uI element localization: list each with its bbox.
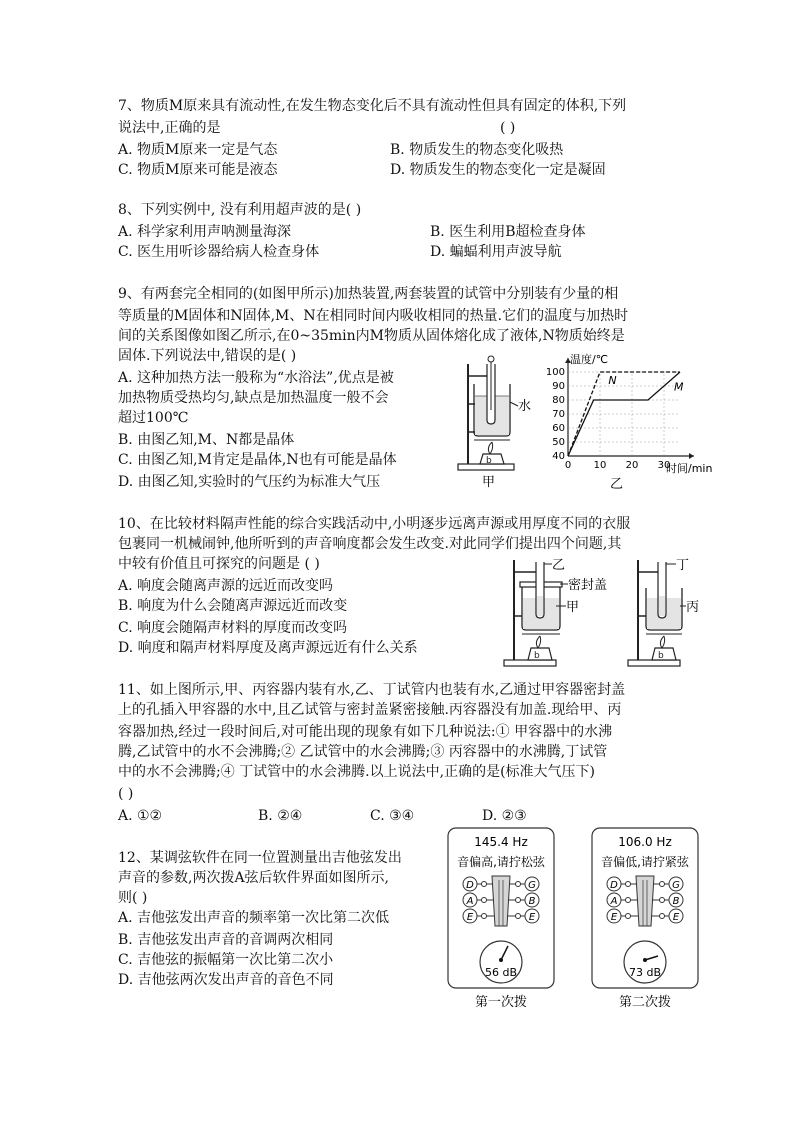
q12-option-b: B. 吉他弦发出声音的音调两次相同 <box>118 932 334 948</box>
q12-stem-line1: 12、某调弦软件在同一位置测量出吉他弦发出 <box>118 850 402 866</box>
y-axis-label: 温度/℃ <box>570 353 609 366</box>
y-tick-label: 90 <box>552 381 565 392</box>
q12-stem-line3: 则( ) <box>118 890 148 906</box>
q9-temperature-chart <box>540 352 713 492</box>
q12-tuner1-frequency: 145.4 Hz <box>474 835 528 849</box>
q11-stem-line5: 中的水不会沸腾;④ 丁试管中的水会沸腾.以上说法中,正确的是(标准大气压下) <box>118 764 595 780</box>
x-tick-label: 10 <box>593 460 607 471</box>
series-label-M: M <box>674 380 684 394</box>
x-tick-label: 0 <box>564 460 572 471</box>
q8-option-c: C. 医生用听诊器给病人检查身体 <box>118 244 320 260</box>
q9-stem-line2: 等质量的M固体和N固体,M、N在相同时间内吸收相同的热量.它们的温度与加热时 <box>118 308 629 324</box>
q12-tuner1-peg-left-2: A <box>466 896 474 907</box>
q11-option-c: C. ③④ <box>370 808 415 824</box>
q10-stem-line3: 中较有价值且可探究的问题是 ( ) <box>118 556 320 572</box>
x-axis-label: 时间/min <box>666 462 713 475</box>
q11-option-a: A. ①② <box>118 808 163 824</box>
q7-stem-line2: 说法中,正确的是 <box>118 120 221 136</box>
q11-answer-paren: ( ) <box>118 786 134 802</box>
q10-sealed-apparatus-figure <box>500 558 630 670</box>
q12-tuner2-message: 音偏低,请拧紧弦 <box>601 855 689 869</box>
q7-option-b: B. 物质发生的物态变化吸热 <box>390 142 564 158</box>
q11-option-d: D. ②③ <box>482 808 527 824</box>
svg-text:b: b <box>534 651 540 661</box>
q12-option-c: C. 吉他弦的振幅第一次比第二次小 <box>118 952 334 968</box>
q10-option-b: B. 响度为什么会随离声源远近而改变 <box>118 598 348 614</box>
q12-tuner1-db: 56 dB <box>484 966 518 979</box>
q12-tuner2-peg-right-2: B <box>672 896 680 907</box>
q10-option-c: C. 响度会随隔声材料的厚度而改变吗 <box>118 620 348 636</box>
series-label-N: N <box>608 374 617 387</box>
q8-option-d: D. 蝙蝠利用声波导航 <box>430 244 562 260</box>
q10-open-apparatus-figure <box>626 558 706 670</box>
q9-stem-line1: 9、有两套完全相同的(如图甲所示)加热装置,两套装置的试管中分别装有少量的相 <box>118 286 619 302</box>
q12-option-a: A. 吉他弦发出声音的频率第一次比第二次低 <box>118 910 390 926</box>
x-tick-label: 30 <box>657 460 671 471</box>
y-tick-label: 70 <box>552 409 565 420</box>
y-tick-label: 60 <box>552 423 565 434</box>
q10-option-d: D. 响度和隔声材料厚度及离声源远近有什么关系 <box>118 640 418 656</box>
q12-tuner2-caption: 第二次拨 <box>618 995 672 1010</box>
q8-option-b: B. 医生利用B超检查身体 <box>430 224 586 240</box>
q9-stem-line3: 间的关系图像如图乙所示,在0~35min内M物质从固体熔化成了液体,N物质始终是 <box>118 328 625 344</box>
x-tick-label: 20 <box>625 460 639 471</box>
q8-stem: 8、下列实例中, 没有利用超声波的是( ) <box>118 202 362 218</box>
q10-label-bing: 丙 <box>686 600 700 615</box>
q7-option-d: D. 物质发生的物态变化一定是凝固 <box>390 162 606 178</box>
q12-tuner1-peg-right-2: B <box>528 896 536 907</box>
q7-option-c: C. 物质M原来可能是液态 <box>118 162 278 178</box>
q11-option-b: B. ②④ <box>258 808 303 824</box>
q9-option-c: C. 由图乙知,M肯定是晶体,N也有可能是晶体 <box>118 452 397 468</box>
q8-option-a: A. 科学家利用声呐测量海深 <box>118 224 292 240</box>
q9-water-bath-figure <box>456 356 536 492</box>
q9-water-label: 水 <box>518 399 532 414</box>
y-tick-label: 50 <box>552 437 565 448</box>
q12-stem-line2: 声音的参数,两次拨A弦后软件界面如图所示, <box>118 870 390 886</box>
q11-stem-line3: 容器加热,经过一段时间后,对可能出现的现象有如下几种说法:① 甲容器中的水沸 <box>118 724 613 740</box>
svg-text:b: b <box>486 456 492 466</box>
y-tick-label: 40 <box>552 451 565 462</box>
q10-stem-line1: 10、在比较材料隔声性能的综合实践活动中,小明逐步远离声源或用厚度不同的衣服 <box>118 516 631 532</box>
q12-tuner2-peg-right-3: E <box>672 912 680 923</box>
q11-stem-line2: 上的孔插入甲容器的水中,且乙试管与密封盖紧密接触.丙容器没有加盖.现给甲、丙 <box>118 702 622 718</box>
q11-stem-line4: 腾,乙试管中的水不会沸腾;② 乙试管中的水会沸腾;③ 丙容器中的水沸腾,丁试管 <box>118 744 608 760</box>
q12-tuner1-message: 音偏高,请拧松弦 <box>457 855 545 869</box>
q12-tuner2-db: 73 dB <box>628 966 662 979</box>
q9-stem-line4: 固体.下列说法中,错误的是( ) <box>118 348 297 364</box>
x-axis-arrow-icon <box>689 453 694 459</box>
q9-figure-jia-label: 甲 <box>482 475 496 490</box>
q10-label-jia: 甲 <box>566 600 580 615</box>
q9-option-a-line2: 加热物质受热均匀,缺点是加热温度一般不会 <box>118 390 389 406</box>
q10-label-yi: 乙 <box>552 558 566 573</box>
q10-label-ding: 丁 <box>676 558 690 573</box>
svg-text:b: b <box>658 651 664 661</box>
q7-option-a: A. 物质M原来一定是气态 <box>118 142 278 158</box>
q12-tuner1-peg-right-3: E <box>528 912 536 923</box>
q11-stem-line1: 11、如上图所示,甲、丙容器内装有水,乙、丁试管内也装有水,乙通过甲容器密封盖 <box>118 682 626 698</box>
q9-option-b: B. 由图乙知,M、N都是晶体 <box>118 432 295 448</box>
q7-stem-line1: 7、物质M原来具有流动性,在发生物态变化后不具有流动性但具有固定的体积,下列 <box>118 98 627 114</box>
q12-tuner2-peg-left-1: D <box>610 880 618 891</box>
q12-tuner2-frequency: 106.0 Hz <box>618 835 672 849</box>
q12-tuner1-peg-left-1: D <box>466 880 474 891</box>
q12-tuner1-peg-right-1: G <box>528 880 536 891</box>
y-tick-label: 80 <box>552 395 565 406</box>
q10-stem-line2: 包裹同一机械闹钟,他所听到的声音响度都会发生改变.对此同学们提出四个问题,其 <box>118 536 622 552</box>
q12-tuner-panel-first <box>446 826 558 1016</box>
q12-tuner2-peg-left-3: E <box>610 912 618 923</box>
q10-label-seal: 密封盖 <box>568 578 608 593</box>
q10-option-a: A. 响度会随离声源的远近而改变吗 <box>118 578 334 594</box>
q12-tuner2-peg-left-2: A <box>610 896 618 907</box>
q9-option-d: D. 由图乙知,实验时的气压约为标准大气压 <box>118 474 381 490</box>
q12-tuner1-caption: 第一次拨 <box>474 995 528 1010</box>
q9-option-a-line1: A. 这种加热方法一般称为“水浴法”,优点是被 <box>118 370 394 386</box>
q12-tuner1-peg-left-3: E <box>466 912 474 923</box>
q12-tuner2-peg-right-1: G <box>672 880 680 891</box>
q9-option-a-line3: 超过100℃ <box>118 410 189 426</box>
y-tick-label: 100 <box>545 367 565 378</box>
q12-option-d: D. 吉他弦两次发出声音的音色不同 <box>118 972 334 988</box>
q9-figure-yi-label: 乙 <box>610 477 624 492</box>
q12-tuner-panel-second <box>590 826 702 1016</box>
q7-answer-paren: ( ) <box>500 120 516 136</box>
